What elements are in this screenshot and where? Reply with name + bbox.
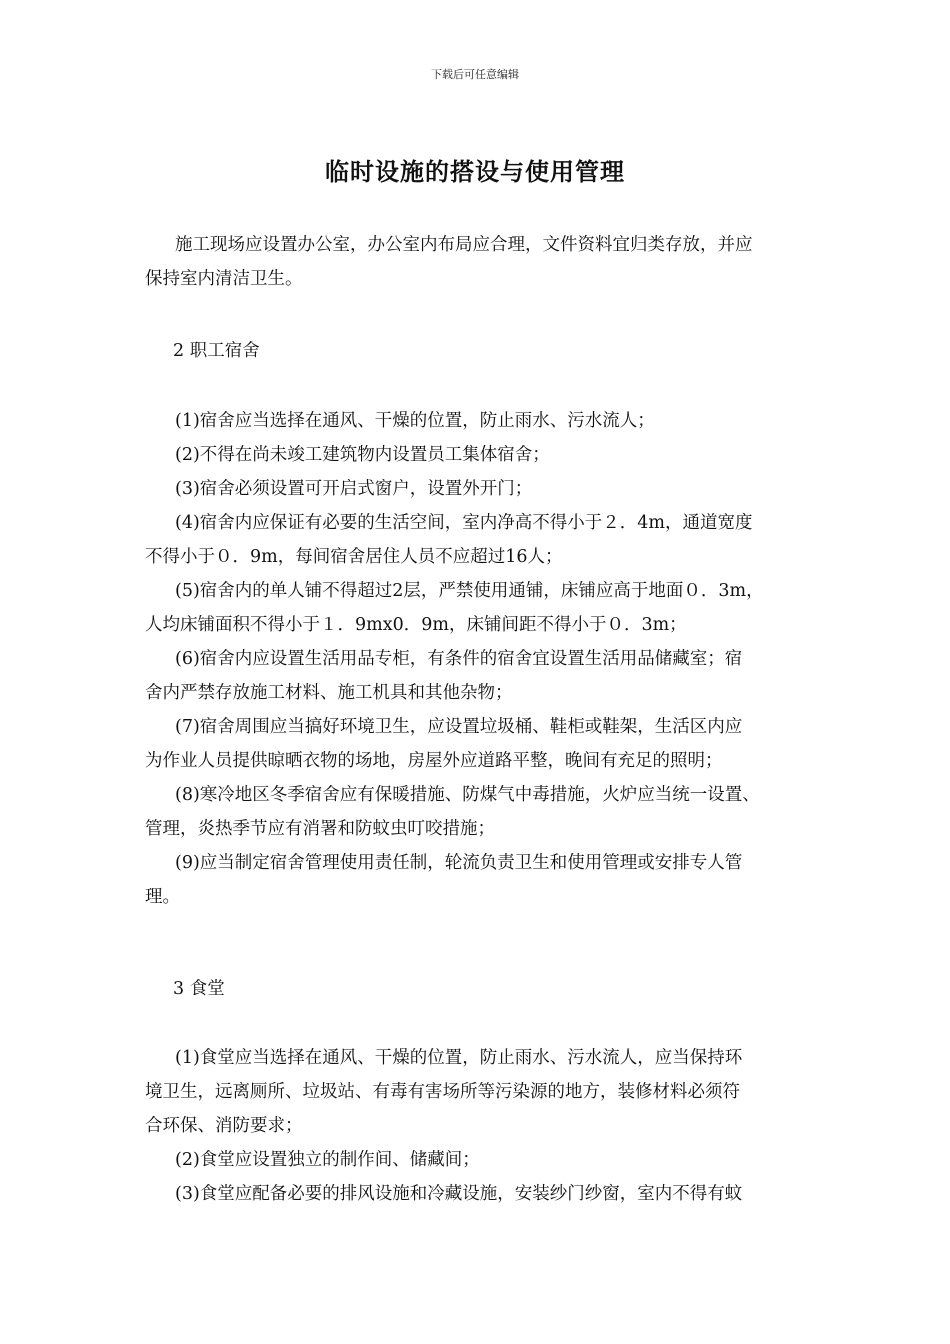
list-item	[145, 506, 825, 574]
intro-paragraph	[145, 228, 825, 296]
text-line: 人均床铺面积不得小于１．9mx0．9m，床铺间距不得小于０．3m；	[145, 615, 687, 635]
list-item	[145, 1041, 825, 1143]
section-dormitory-list	[145, 404, 825, 914]
page-header-note: 下载后可任意编辑	[431, 68, 519, 81]
list-item	[145, 710, 825, 778]
list-item	[145, 1143, 825, 1177]
text-line: 不得小于０．9m，每间宿舍居住人员不应超过16人；	[145, 547, 563, 567]
text-line: (3)食堂应配备必要的排风设施和冷藏设施，安装纱门纱窗，室内不得有蚊	[175, 1184, 743, 1204]
text-line: (3)宿舍必须设置可开启式窗户，设置外开门；	[175, 479, 533, 499]
text-line: (6)宿舍内应设置生活用品专柜，有条件的宿舍宜设置生活用品储藏室；宿	[175, 649, 743, 669]
section-heading-dormitory: 2 职工宿舍	[173, 341, 260, 361]
text-line: (8)寒冷地区冬季宿舍应有保暖措施、防煤气中毒措施，火炉应当统一设置、	[175, 785, 760, 805]
text-line: (4)宿舍内应保证有必要的生活空间，室内净高不得小于２．4m，通道宽度	[175, 513, 753, 533]
list-item	[145, 778, 825, 846]
text-line: (1)宿舍应当选择在通风、干燥的位置，防止雨水、污水流人；	[175, 411, 655, 431]
section-heading-canteen: 3 食堂	[173, 979, 225, 999]
text-line: (1)食堂应当选择在通风、干燥的位置，防止雨水、污水流人，应当保持环	[175, 1048, 743, 1068]
text-line: 舍内严禁存放施工材料、施工机具和其他杂物；	[145, 683, 513, 703]
text-line: 管理，炎热季节应有消署和防蚊虫叮咬措施；	[145, 819, 495, 839]
list-item	[145, 472, 825, 506]
list-item	[145, 574, 825, 642]
text-line: 为作业人员提供晾晒衣物的场地，房屋外应道路平整，晚间有充足的照明；	[145, 751, 723, 771]
text-line: (7)宿舍周围应当搞好环境卫生，应设置垃圾桶、鞋柜或鞋架，生活区内应	[175, 717, 743, 737]
list-item	[145, 404, 825, 438]
text-line: 境卫生，远离厕所、垃圾站、有毒有害场所等污染源的地方，装修材料必须符	[145, 1082, 740, 1102]
document-title: 临时设施的搭设与使用管理	[325, 157, 625, 186]
list-item	[145, 846, 825, 914]
text-line: (2)食堂应设置独立的制作间、储藏间；	[175, 1150, 480, 1170]
text-line: 施工现场应设置办公室，办公室内布局应合理，文件资料宜归类存放，并应	[175, 235, 753, 255]
section-canteen-list	[145, 1041, 825, 1211]
text-line: (5)宿舍内的单人铺不得超过2层，严禁使用通铺，床铺应高于地面０．3m，	[175, 581, 764, 601]
text-line: 理。	[145, 887, 180, 907]
text-line: 合环保、消防要求；	[145, 1116, 303, 1136]
text-line: 保持室内清洁卫生。	[145, 269, 303, 289]
list-item	[145, 438, 825, 472]
text-line: (9)应当制定宿舍管理使用责任制，轮流负责卫生和使用管理或安排专人管	[175, 853, 743, 873]
text-line: (2)不得在尚未竣工建筑物内设置员工集体宿舍；	[175, 445, 550, 465]
list-item	[145, 1177, 825, 1211]
list-item	[145, 642, 825, 710]
